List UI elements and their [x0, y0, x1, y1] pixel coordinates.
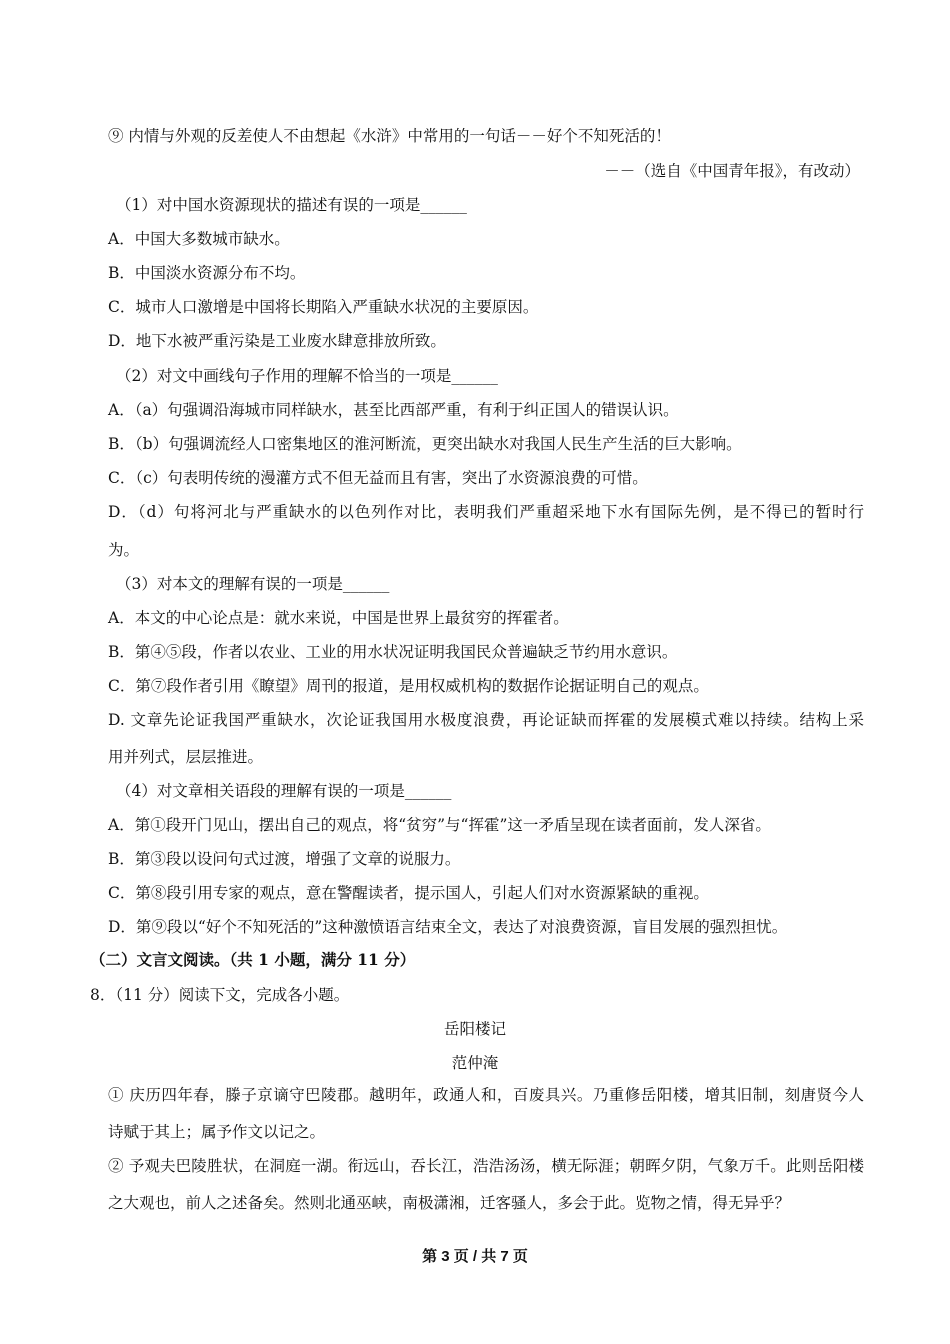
- question-3-stem: （3）对本文的理解有误的一项是______: [116, 575, 390, 593]
- question-4-stem: （4）对文章相关语段的理解有误的一项是______: [116, 782, 452, 800]
- question-3-option-d-line2: 用并列式，层层推进。: [108, 748, 264, 766]
- essay-paragraph-1-line2: 诗赋于其上；属予作文以记之。: [108, 1123, 326, 1141]
- question-1-option-d: D．地下水被严重污染是工业废水肆意排放所致。: [108, 332, 446, 350]
- question-1-option-a: A．中国大多数城市缺水。: [108, 230, 290, 248]
- question-8-stem: 8．（11 分）阅读下文，完成各小题。: [90, 986, 350, 1004]
- source-citation: －－（选自《中国青年报》，有改动）: [604, 162, 860, 180]
- essay-paragraph-2-line2: 之大观也，前人之述备矣。然则北通巫峡，南极潇湘，迁客骚人，多会于此。览物之情，得无异乎？: [108, 1194, 791, 1212]
- question-4-option-b: B．第③段以设问句式过渡，增强了文章的说服力。: [108, 850, 461, 868]
- question-2-option-b: B．（b）句强调流经人口密集地区的淮河断流，更突出缺水对我国人民生产生活的巨大影响。: [108, 435, 742, 453]
- question-2-option-d-line1: D．（d）句将河北与严重缺水的以色列作对比，表明我们严重超采地下水有国际先例，是不得已的暂时行: [108, 503, 864, 521]
- question-1-stem: （1）对中国水资源现状的描述有误的一项是______: [116, 196, 467, 214]
- question-3-option-d-line1: D. 文章先论证我国严重缺水，次论证我国用水极度浪费，再论证缺而挥霍的发展模式难以持续。结构上采: [108, 711, 864, 729]
- question-2-option-c: C．（c）句表明传统的漫灌方式不但无益而且有害，突出了水资源浪费的可惜。: [108, 469, 648, 487]
- essay-title: 岳阳楼记: [443, 1020, 506, 1038]
- question-2-option-d-line2: 为。: [108, 541, 140, 559]
- question-2-option-a: A．（a）句强调沿海城市同样缺水，甚至比西部严重，有利于纠正国人的错误认识。: [108, 401, 679, 419]
- question-4-option-a: A．第①段开门见山，摆出自己的观点，将“贫穷”与“挥霍”这一矛盾呈现在读者面前，发人深省。: [108, 816, 771, 834]
- page-footer: 第 3 页 / 共 7 页: [422, 1248, 528, 1265]
- question-3-option-a: A．本文的中心论点是：就水来说，中国是世界上最贫穷的挥霍者。: [108, 609, 569, 627]
- paragraph-9: ⑨ 内情与外观的反差使人不由想起《水浒》中常用的一句话－－好个不知死活的！: [108, 127, 671, 145]
- question-3-option-c: C．第⑦段作者引用《瞭望》周刊的报道，是用权威机构的数据作论据证明自己的观点。: [108, 677, 709, 695]
- question-4-option-d: D．第⑨段以“好个不知死活的”这种激愤语言结束全文，表达了对浪费资源，盲目发展的强烈担忧。: [108, 918, 788, 936]
- question-4-option-c: C．第⑧段引用专家的观点，意在警醒读者，提示国人，引起人们对水资源紧缺的重视。: [108, 884, 709, 902]
- section-heading: （二）文言文阅读。（共 1 小题，满分 11 分）: [90, 950, 416, 969]
- question-1-option-c: C．城市人口激增是中国将长期陷入严重缺水状况的主要原因。: [108, 298, 539, 316]
- essay-paragraph-2-line1: ② 予观夫巴陵胜状，在洞庭一湖。衔远山，吞长江，浩浩汤汤，横无际涯；朝晖夕阴，气象万千。此则岳阳楼: [108, 1157, 864, 1175]
- essay-author: 范仲淹: [451, 1054, 499, 1072]
- essay-paragraph-1-line1: ① 庆历四年春，滕子京谪守巴陵郡。越明年，政通人和，百废具兴。乃重修岳阳楼，增其旧制，刻唐贤今人: [108, 1086, 864, 1104]
- question-1-option-b: B．中国淡水资源分布不均。: [108, 264, 306, 282]
- question-2-stem: （2）对文中画线句子作用的理解不恰当的一项是______: [116, 367, 498, 385]
- question-3-option-b: B．第④⑤段，作者以农业、工业的用水状况证明我国民众普遍缺乏节约用水意识。: [108, 643, 678, 661]
